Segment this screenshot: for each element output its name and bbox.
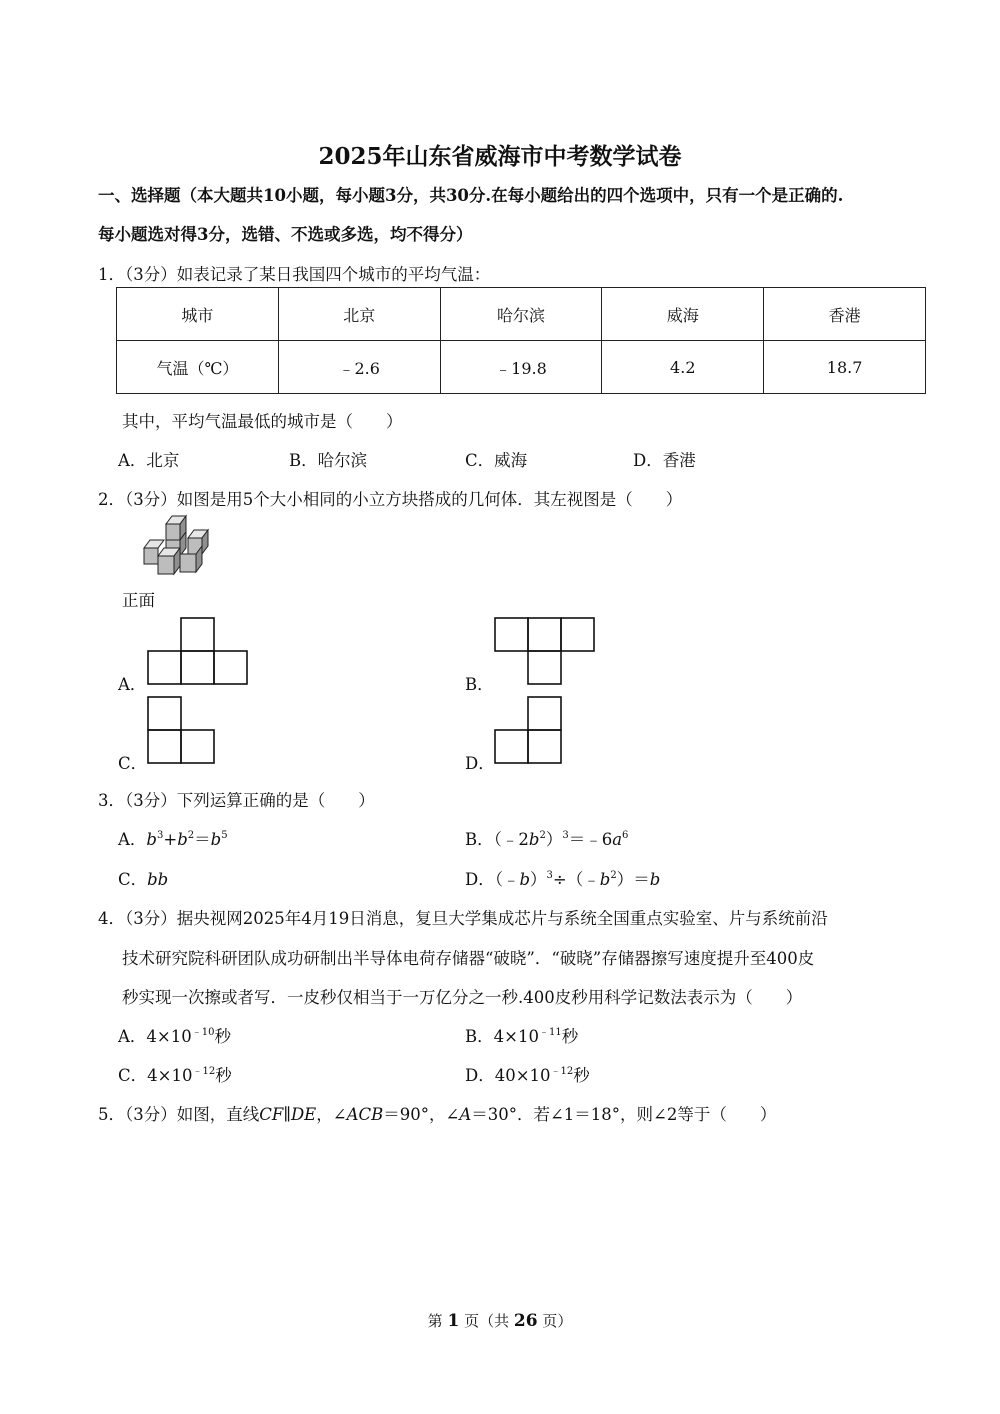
math-exp: ﹣12 (192, 1066, 216, 1077)
math-var: b (146, 830, 157, 849)
table-cell: 4.2 (602, 341, 764, 394)
math-expr: bb (147, 870, 169, 889)
q4-line3: 秒实现一次擦或者写．一皮秒仅相当于一万亿分之一秒.400皮秒用科学记数法表示为（ ） (122, 988, 803, 1007)
math-text: ）＝ (616, 870, 650, 889)
math-var: DE (290, 1105, 317, 1124)
q5-text: 5．（3分）如图，直线 (98, 1105, 260, 1124)
option-label: B． (465, 830, 494, 849)
q2-option-c-figure (145, 694, 219, 768)
option-label: D． (465, 1066, 495, 1085)
math-var: b (210, 830, 222, 849)
page-total: 26 (513, 1311, 538, 1331)
math-exp: 5 (221, 830, 228, 841)
math-base: 4×10 (146, 1027, 192, 1046)
q1-option-c[interactable]: C．威海 (465, 451, 528, 470)
q3-option-c[interactable] (118, 866, 168, 890)
option-label: C． (118, 870, 148, 889)
math-text: ＝﹣6 (568, 830, 613, 849)
table-cell: ﹣19.8 (440, 341, 602, 394)
math-exp: ﹣10 (191, 1027, 215, 1038)
table-cell: 哈尔滨 (440, 288, 602, 341)
math-var: b (649, 870, 661, 889)
math-var: b (528, 830, 540, 849)
math-text: （﹣2 (493, 830, 529, 849)
section-heading-line2: 每小题选对得3分，选错、不选或多选，均不得分） (98, 225, 473, 244)
q1-follow: 其中，平均气温最低的城市是（ ） (122, 412, 403, 431)
option-label: A． (118, 830, 147, 849)
math-var: a (612, 830, 623, 849)
table-cell: 18.7 (764, 341, 926, 394)
math-exp: 6 (622, 830, 629, 841)
math-base: 4×10 (147, 1066, 193, 1085)
q2-option-d[interactable]: D． (465, 754, 495, 773)
math-var: A (459, 1105, 472, 1124)
figure-caption: 正面 (122, 591, 155, 610)
math-op: + (163, 830, 178, 849)
q1-option-a[interactable]: A．北京 (118, 451, 180, 470)
math-var: b (519, 870, 531, 889)
math-var: b (599, 870, 611, 889)
math-exp: 3 (156, 830, 164, 841)
q2-option-a[interactable]: A． (118, 675, 147, 694)
q4-line2: 技术研究院科研团队成功研制出半导体电荷存储器“破晓”．“破晓”存储器擦写速度提升至400皮 (122, 949, 815, 968)
math-exp: 2 (610, 870, 617, 881)
math-exp: ﹣11 (538, 1027, 562, 1038)
math-base: 40×10 (494, 1066, 551, 1085)
unit: 秒 (561, 1027, 579, 1046)
math-text: ） (545, 830, 563, 849)
q2-stem: 2．（3分）如图是用5个大小相同的小立方块搭成的几何体．其左视图是（ ） (98, 490, 683, 509)
unit: 秒 (214, 1027, 231, 1046)
q2-option-a-figure (145, 615, 253, 689)
q4-line1: 4．（3分）据央视网2025年4月19日消息，复旦大学集成芯片与系统全国重点实验室、片与系统前沿 (98, 909, 828, 928)
math-op: ＝ (194, 830, 211, 849)
table-cell: 香港 (764, 288, 926, 341)
table-header-row (117, 288, 926, 341)
option-label: C． (118, 1066, 148, 1085)
math-exp: 3 (562, 830, 569, 841)
q1-option-b[interactable]: B．哈尔滨 (289, 451, 368, 470)
unit: 秒 (573, 1066, 590, 1085)
q3-stem: 3．（3分）下列运算正确的是（ ） (98, 791, 375, 810)
math-exp: 3 (546, 870, 553, 881)
table-cell: 威海 (602, 288, 764, 341)
page-number: 1 (447, 1311, 460, 1331)
temperature-table (116, 287, 926, 394)
option-label: A． (118, 1027, 147, 1046)
math-text: （﹣ (494, 870, 520, 889)
math-op: ∥ (283, 1105, 291, 1124)
page-footer (0, 1310, 1000, 1331)
q5-stem (98, 1101, 776, 1125)
footer-text: 第 (427, 1312, 443, 1330)
q4-option-c[interactable] (118, 1062, 232, 1086)
math-text: ） (530, 870, 547, 889)
math-exp: ﹣12 (550, 1066, 574, 1077)
math-base: 4×10 (493, 1027, 539, 1046)
footer-text: 页） (542, 1312, 573, 1330)
q5-text: ＝90°，∠ (383, 1105, 460, 1124)
math-exp: 2 (539, 830, 546, 841)
math-var: ACB (346, 1105, 384, 1124)
q1-option-d[interactable]: D．香港 (633, 451, 696, 470)
cube-solid-figure (138, 510, 224, 582)
q4-option-d[interactable] (465, 1062, 590, 1086)
table-cell: 北京 (278, 288, 440, 341)
q2-option-d-figure (492, 694, 566, 768)
footer-text: 页（共 (464, 1312, 510, 1330)
q5-text: ，∠ (316, 1105, 347, 1124)
q3-option-b[interactable] (465, 826, 628, 850)
q5-text: ＝30°．若∠1＝18°，则∠2等于（ ） (471, 1105, 777, 1124)
q4-option-b[interactable] (465, 1023, 578, 1047)
page-title: 2025年山东省威海市中考数学试卷 (318, 143, 682, 170)
table-cell: 城市 (117, 288, 279, 341)
math-var: CF (259, 1105, 284, 1124)
math-text: ÷（﹣ (552, 870, 600, 889)
q3-option-a[interactable] (118, 826, 228, 850)
unit: 秒 (215, 1066, 232, 1085)
q2-option-c[interactable]: C． (118, 754, 148, 773)
q3-option-d[interactable] (465, 866, 660, 890)
section-heading-line1: 一、选择题（本大题共10小题，每小题3分，共30分.在每小题给出的四个选项中，只有一个是正确的. (98, 186, 844, 205)
q2-option-b-figure (492, 615, 600, 689)
option-label: D． (465, 870, 495, 889)
q1-stem: 1．（3分）如表记录了某日我国四个城市的平均气温： (98, 265, 491, 284)
q2-option-b[interactable]: B． (465, 675, 494, 694)
math-exp: 2 (187, 830, 195, 841)
table-cell: ﹣2.6 (278, 341, 440, 394)
q4-option-a[interactable] (118, 1023, 231, 1047)
table-cell: 气温（℃） (117, 341, 279, 394)
option-label: B． (465, 1027, 494, 1046)
table-row (117, 341, 926, 394)
math-var: b (177, 830, 188, 849)
